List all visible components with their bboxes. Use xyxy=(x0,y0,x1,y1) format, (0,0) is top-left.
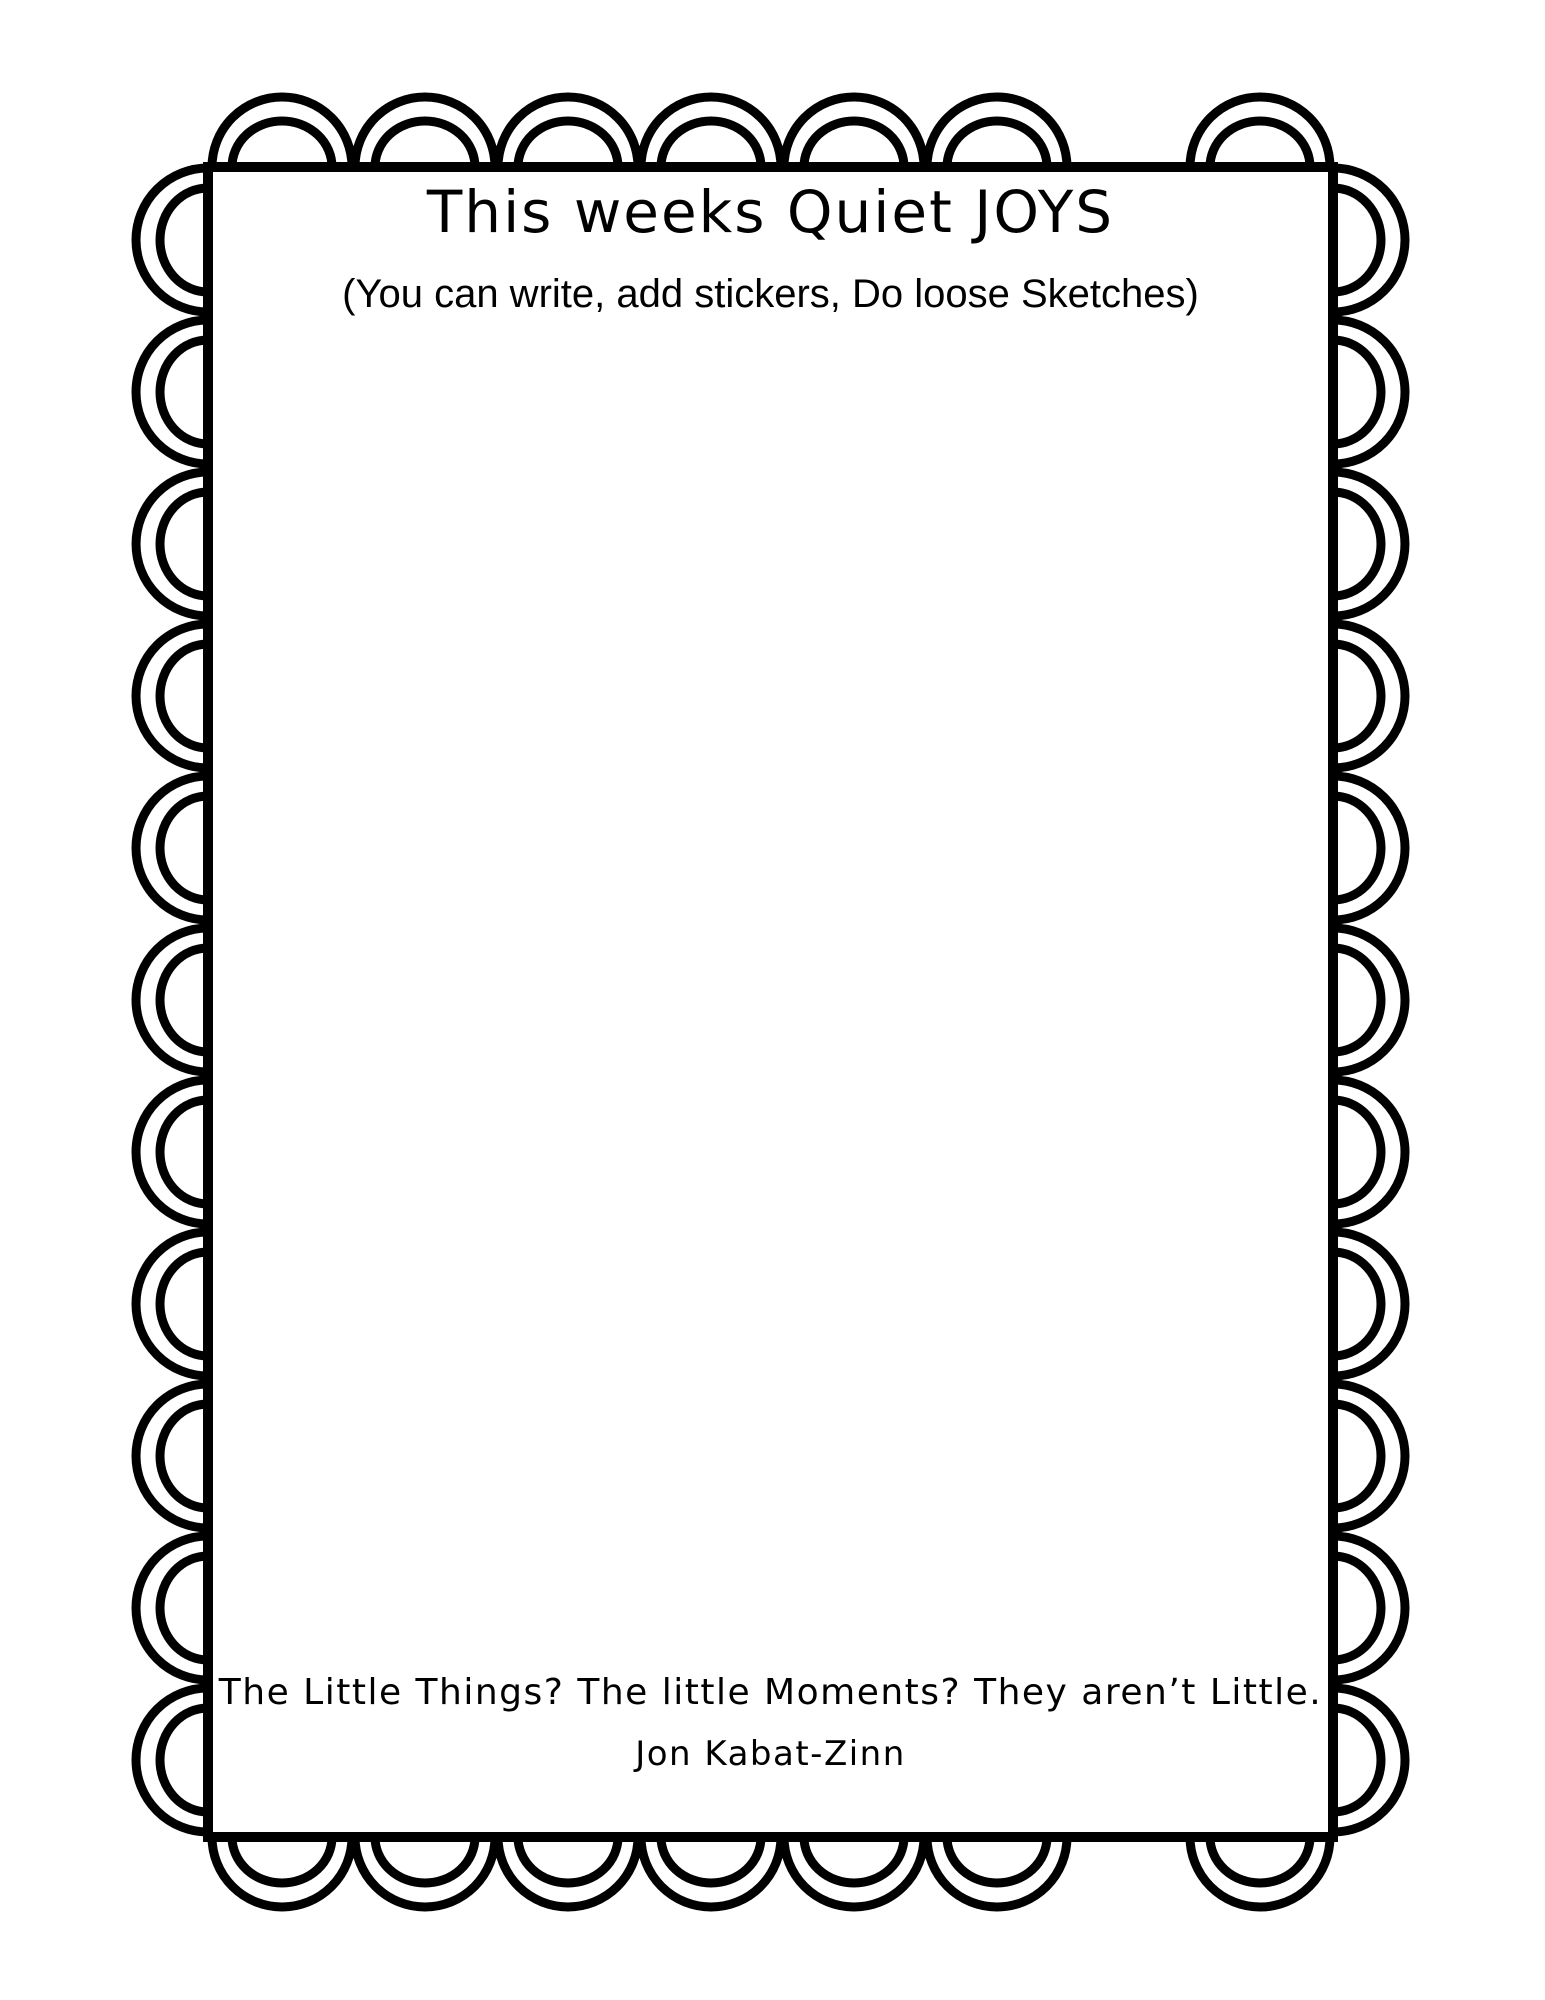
instructions-subtitle: (You can write, add stickers, Do loose Sketches) xyxy=(342,272,1199,316)
quote-text: The Little Things? The little Moments? They aren’t Little. xyxy=(218,1672,1323,1713)
page-title: This weeks Quiet JOYS xyxy=(426,178,1115,246)
quote-author: Jon Kabat-Zinn xyxy=(635,1734,906,1774)
writing-area[interactable] xyxy=(215,360,1325,1650)
